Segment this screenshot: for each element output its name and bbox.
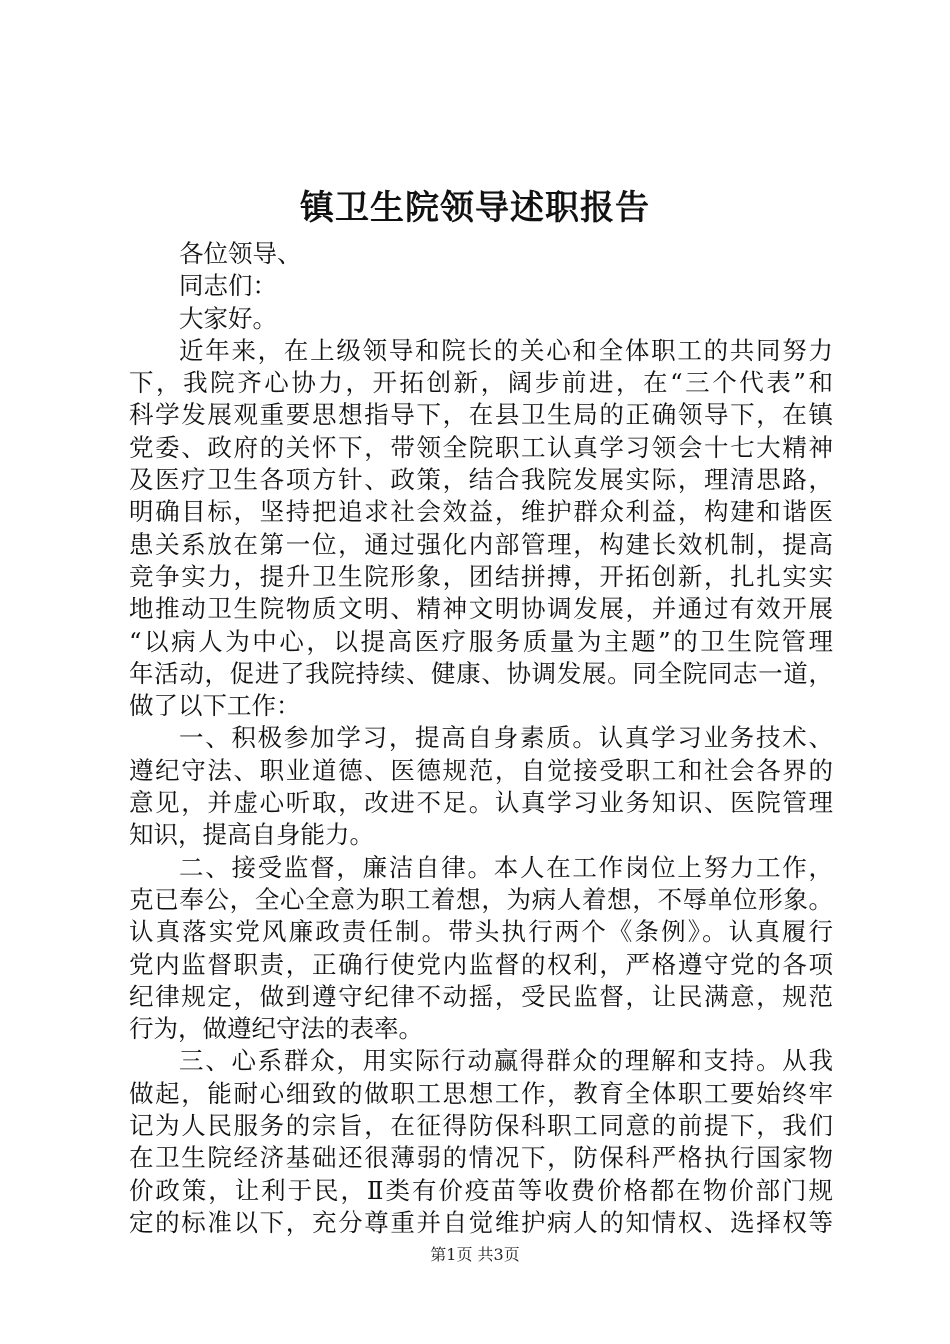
text-line: 年活动，促进了我院持续、健康、协调发展。同全院同志一道， xyxy=(129,658,833,688)
text-line: 遵纪守法、职业道德、医德规范，自觉接受职工和社会各界的 xyxy=(129,755,833,785)
text-line: 患关系放在第一位，通过强化内部管理，构建长效机制，提高 xyxy=(129,529,833,559)
text-line: 近年来，在上级领导和院长的关心和全体职工的共同努力 xyxy=(179,335,833,365)
text-line: “以病人为中心，以提高医疗服务质量为主题”的卫生院管理 xyxy=(129,626,833,656)
document-body xyxy=(129,238,833,1239)
text-line: 行为，做遵纪守法的表率。 xyxy=(129,1014,423,1044)
text-line: 一、积极参加学习，提高自身素质。认真学习业务技术、 xyxy=(179,723,833,753)
text-line: 定的标准以下，充分尊重并自觉维护病人的知情权、选择权等 xyxy=(129,1207,833,1237)
text-line: 同志们： xyxy=(179,271,277,301)
text-line: 各位领导、 xyxy=(179,239,302,268)
text-line: 党内监督职责，正确行使党内监督的权利，严格遵守党的各项 xyxy=(129,949,833,979)
page-footer: 第1页 共3页 xyxy=(430,1245,520,1264)
text-line: 党委、政府的关怀下，带领全院职工认真学习领会十七大精神 xyxy=(129,432,833,462)
text-line: 意见，并虚心听取，改进不足。认真学习业务知识、医院管理 xyxy=(129,788,833,818)
text-line: 三、心系群众，用实际行动赢得群众的理解和支持。从我 xyxy=(179,1046,833,1076)
text-line: 竞争实力，提升卫生院形象，团结拼搏，开拓创新，扎扎实实 xyxy=(129,561,833,591)
text-line: 下，我院齐心协力，开拓创新，阔步前进，在“三个代表”和 xyxy=(129,368,833,398)
text-line: 纪律规定，做到遵守纪律不动摇，受民监督，让民满意，规范 xyxy=(129,981,833,1011)
text-line: 科学发展观重要思想指导下，在县卫生局的正确领导下，在镇 xyxy=(129,400,833,430)
text-line: 明确目标，坚持把追求社会效益，维护群众利益，构建和谐医 xyxy=(129,497,833,527)
text-line: 知识，提高自身能力。 xyxy=(129,820,374,850)
document-title: 镇卫生院领导述职报告 xyxy=(300,188,650,228)
text-line: 二、接受监督，廉洁自律。本人在工作岗位上努力工作， xyxy=(179,852,833,882)
text-line: 地推动卫生院物质文明、精神文明协调发展，并通过有效开展 xyxy=(129,594,833,624)
text-line: 做了以下工作： xyxy=(129,691,301,721)
text-line: 记为人民服务的宗旨，在征得防保科职工同意的前提下，我们 xyxy=(129,1111,833,1141)
text-line: 做起，能耐心细致的做职工思想工作，教育全体职工要始终牢 xyxy=(129,1078,833,1108)
text-line: 认真落实党风廉政责任制。带头执行两个《条例》。认真履行 xyxy=(129,917,833,947)
text-line: 大家好。 xyxy=(179,303,277,333)
text-line: 价政策，让利于民，Ⅱ类有价疫苗等收费价格都在物价部门规 xyxy=(129,1175,833,1205)
text-line: 在卫生院经济基础还很薄弱的情况下，防保科严格执行国家物 xyxy=(129,1143,833,1173)
text-line: 克已奉公，全心全意为职工着想，为病人着想，不辱单位形象。 xyxy=(129,884,833,914)
text-line: 及医疗卫生各项方针、政策，结合我院发展实际，理清思路， xyxy=(129,465,833,495)
